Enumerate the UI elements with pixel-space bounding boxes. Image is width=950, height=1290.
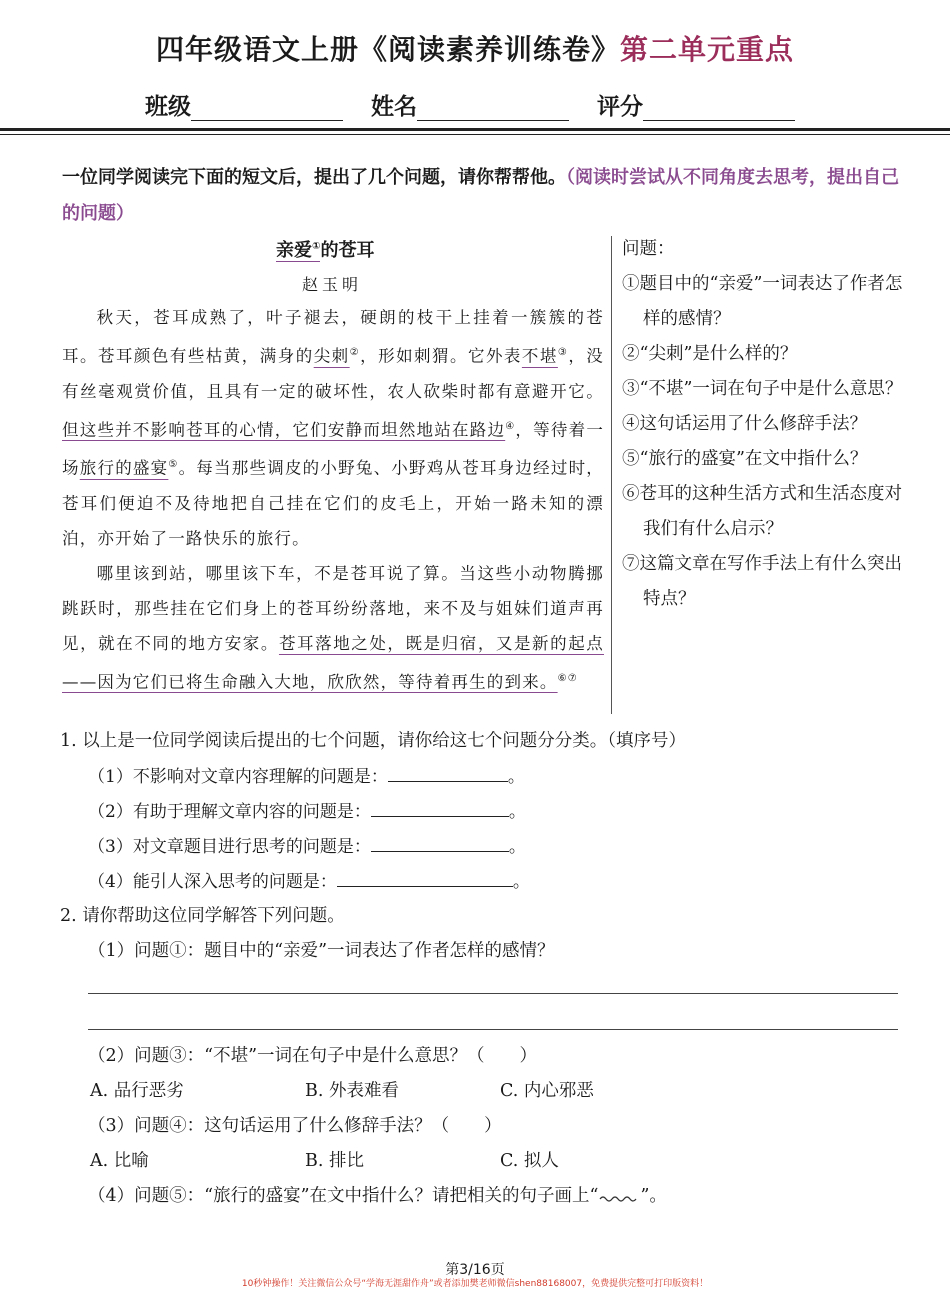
section2-q1: （1）问题①：题目中的“亲爱”一词表达了作者怎样的感情？ xyxy=(88,941,555,961)
intro-hint: （阅读时尝试从不同角度去思考，提出自己的问题） xyxy=(62,167,899,224)
page-number: 第3/16页 xyxy=(445,1262,505,1278)
section1-item-4 xyxy=(88,867,530,892)
passage-text: ，形如刺猬。它外表 xyxy=(360,346,522,366)
passage-text: 哪里该到站，哪里该下车，不是苍耳说了算。当这些小动物腾挪跳跃时，那些挂在它们身上的苍耳纷纷落地，来不及与姐妹们道声再见，就在不同的地方安家。 xyxy=(62,563,604,653)
footnote-mark: ③ xyxy=(557,347,569,358)
footnote-mark: ⑥⑦ xyxy=(557,672,578,684)
question-item: ⑤“旅行的盛宴”在文中指什么？ xyxy=(622,449,868,469)
wavy-underline-icon xyxy=(598,1191,640,1203)
passage-paragraph-1 xyxy=(62,300,604,556)
header-rule-thin xyxy=(0,134,950,135)
student-info-row xyxy=(145,88,825,122)
period: 。 xyxy=(507,767,525,787)
passage-text: ，没有丝毫观赏价值，且具有一定的破坏性，农人砍柴时都有意避开它。 xyxy=(62,346,605,401)
title-main: 四年级语文上册《阅读素养训练卷》 xyxy=(155,33,620,66)
class-blank[interactable] xyxy=(191,96,343,121)
q4-text: （4）问题⑤：“旅行的盛宴”在文中指什么？请把相关的句子画上“ xyxy=(88,1186,599,1206)
passage-text: ，等待着一场 xyxy=(62,420,605,478)
period: 。 xyxy=(508,837,526,857)
intro-main: 一位同学阅读完下面的短文后，提出了几个问题，请你帮帮他。 xyxy=(62,167,566,188)
option-a[interactable]: A. 品行恶劣 xyxy=(90,1081,184,1101)
score-field[interactable] xyxy=(597,88,795,121)
passage-body xyxy=(62,300,604,699)
passage-title-rest: 的苍耳 xyxy=(320,240,375,261)
answer-blank[interactable] xyxy=(371,798,509,817)
score-label: 评分 xyxy=(597,93,643,120)
score-blank[interactable] xyxy=(643,96,795,121)
period: 。 xyxy=(512,872,530,892)
section2-heading: 2. 请你帮助这位同学解答下列问题。 xyxy=(60,906,345,926)
section1-item-3 xyxy=(88,832,526,857)
footnote-mark: ② xyxy=(349,347,361,358)
questions-heading: 问题： xyxy=(622,239,675,259)
period: 。 xyxy=(508,802,526,822)
name-field[interactable] xyxy=(371,88,569,121)
footer-note: 10秒钟操作！关注微信公众号“学海无涯甜作舟”或者添加樊老师微信shen88168007，免费提供完整可打印版资料！ xyxy=(241,1279,709,1289)
underlined-feast: 旅行的盛宴 xyxy=(79,458,169,478)
section1-item-label: （1）不影响对文章内容理解的问题是： xyxy=(88,767,388,787)
footnote-mark: ⑤ xyxy=(168,459,179,470)
passage-text: 秋天，苍耳成熟了，叶子褪去，硬朗的枝干上挂着一簇簇的苍耳。苍耳颜色有些枯黄，满身的 xyxy=(62,308,604,366)
answer-blank[interactable] xyxy=(388,763,508,782)
column-divider xyxy=(611,236,612,714)
passage-title xyxy=(276,236,374,262)
section2-q3[interactable]: （3）问题④：这句话运用了什么修辞手法？（ ） xyxy=(88,1116,502,1136)
section2-q4 xyxy=(88,1182,667,1207)
answer-line[interactable] xyxy=(88,1029,898,1030)
questions-list xyxy=(622,232,912,617)
name-blank[interactable] xyxy=(417,96,569,121)
class-field[interactable] xyxy=(145,88,343,121)
question-item: ②“尖刺”是什么样的？ xyxy=(622,344,798,364)
header-rule-thick xyxy=(0,128,950,131)
section1-item-label: （3）对文章题目进行思考的问题是： xyxy=(88,837,371,857)
section1-heading: 1. 以上是一位同学阅读后提出的七个问题，请你给这七个问题分分类。（填序号） xyxy=(60,731,687,751)
option-c[interactable]: C. 内心邪恶 xyxy=(500,1081,594,1101)
question-item: ⑥苍耳的这种生活方式和生活态度对我们有什么启示？ xyxy=(622,484,902,539)
page-title xyxy=(0,28,950,68)
passage-author: 赵玉明 xyxy=(302,275,363,294)
title-accent: 第二单元重点 xyxy=(620,33,795,66)
passage-title-word: 亲爱 xyxy=(276,240,312,261)
footnote-mark: ④ xyxy=(505,420,516,432)
underlined-sentence: 但这些并不影响苍耳的心情，它们安静而坦然地站在路边 xyxy=(62,420,506,439)
name-label: 姓名 xyxy=(371,93,417,120)
question-item: ③“不堪”一词在句子中是什么意思？ xyxy=(622,379,903,399)
question-item: ④这句话运用了什么修辞手法？ xyxy=(622,414,867,434)
section1-item-1 xyxy=(88,762,525,787)
q4-text-end: ”。 xyxy=(640,1186,667,1206)
passage-text: 。每当那些调皮的小野兔、小野鸡从苍耳身边经过时，苍耳们便迫不及待地把自己挂在它们的皮毛上，开始一路未知的漂泊，亦开始了一路快乐的旅行。 xyxy=(62,458,605,548)
section1-item-label: （2）有助于理解文章内容的问题是： xyxy=(88,802,371,822)
underlined-ending: 苍耳落地之处，既是归宿，又是新的起点——因为它们已将生命融入大地，欣欣然，等待着再生的到来。 xyxy=(62,633,604,691)
passage-paragraph-2 xyxy=(62,556,604,700)
section1-item-label: （4）能引人深入思考的问题是： xyxy=(88,872,337,892)
option-b[interactable]: B. 排比 xyxy=(305,1151,364,1171)
section2-q2[interactable]: （2）问题③：“不堪”一词在句子中是什么意思？（ ） xyxy=(88,1046,538,1066)
option-b[interactable]: B. 外表难看 xyxy=(305,1081,399,1101)
footnote-mark: ① xyxy=(312,241,321,252)
underlined-spine: 尖刺 xyxy=(313,346,350,366)
section1-item-2 xyxy=(88,797,526,822)
answer-blank[interactable] xyxy=(337,868,513,887)
answer-blank[interactable] xyxy=(371,833,509,852)
answer-line[interactable] xyxy=(88,993,898,994)
question-item: ⑦这篇文章在写作手法上有什么突出特点？ xyxy=(622,554,902,609)
intro-instruction xyxy=(62,160,908,232)
underlined-bukan: 不堪 xyxy=(521,346,558,366)
class-label: 班级 xyxy=(145,93,191,120)
option-c[interactable]: C. 拟人 xyxy=(500,1151,559,1171)
option-a[interactable]: A. 比喻 xyxy=(90,1151,149,1171)
question-item: ①题目中的“亲爱”一词表达了作者怎样的感情？ xyxy=(622,274,903,329)
